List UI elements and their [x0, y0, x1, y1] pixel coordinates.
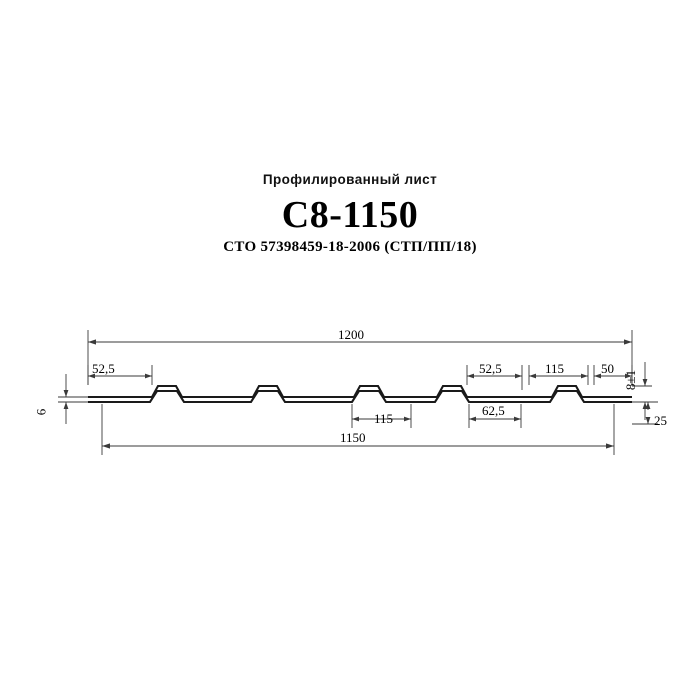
product-subtitle: Профилированный лист — [262, 172, 438, 187]
profile-cross-section — [88, 386, 632, 402]
dim-step-right-top: 52,5 — [479, 361, 502, 376]
dim-rib-pitch-bottom: 115 — [374, 411, 394, 426]
dim-rib-crest-width: 25 — [654, 413, 667, 428]
dim-rib-width-bottom: 62,5 — [482, 403, 505, 418]
product-standard: СТО 57398459-18-2006 (СТП/ПП/18) — [223, 239, 477, 255]
dim-working-width: 1150 — [340, 430, 366, 445]
dim-flange-thickness: 6 — [33, 408, 49, 416]
dim-step-left-top: 52,5 — [92, 361, 115, 376]
dim-profile-height-total: 8±1 — [623, 369, 639, 391]
dim-rib-pitch-top: 115 — [545, 361, 565, 376]
product-model: С8-1150 — [281, 194, 419, 236]
drawing-title-block — [0, 172, 700, 256]
dim-edge-lap: 50 — [601, 361, 614, 376]
dim-total-width: 1200 — [338, 327, 364, 342]
